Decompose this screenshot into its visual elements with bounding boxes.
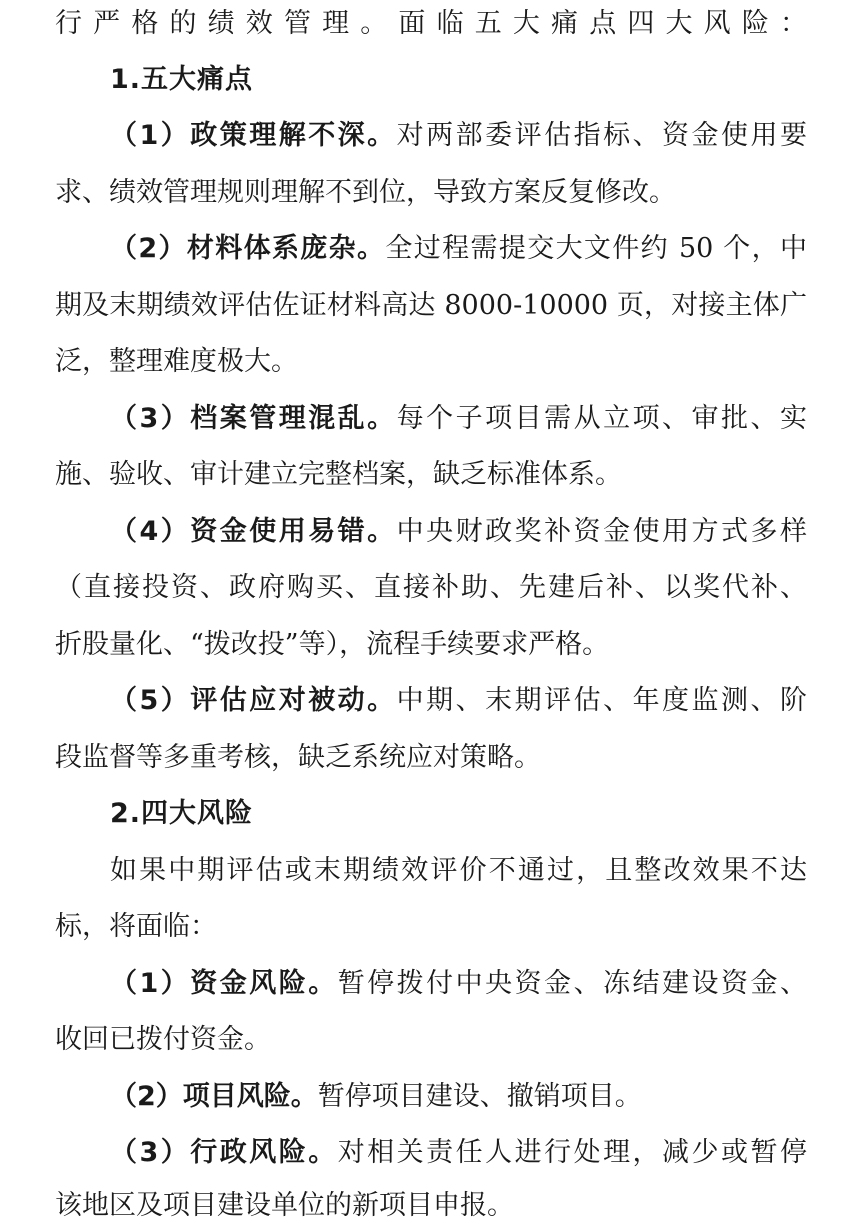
list-item (110, 1132, 807, 1174)
item-text: 对相关责任人进行处理，减少或暂停 (337, 1137, 807, 1168)
paragraph-line: 求、绩效管理规则理解不到位，导致方案反复修改。 (55, 177, 676, 208)
paragraph-line: （直接投资、政府购买、直接补助、先建后补、以奖代补、 (55, 572, 807, 603)
item-text: 每个子项目需从立项、审批、实 (396, 403, 807, 434)
paragraph-line: 如果中期评估或末期绩效评价不通过，且整改效果不达 (110, 855, 807, 886)
section-heading: 1.五大痛点 (110, 64, 254, 95)
item-lead: （1）政策理解不深。 (110, 120, 397, 151)
item-text: 中央财政奖补资金使用方式多样 (396, 516, 807, 547)
item-text: 暂停项目建设、撤销项目。 (317, 1081, 642, 1112)
item-text: 暂停拨付中央资金、冻结建设资金、 (337, 968, 807, 999)
paragraph-line: 标，将面临： (55, 911, 217, 942)
list-item (110, 511, 807, 553)
list-item (110, 963, 807, 1005)
item-lead: （3）行政风险。 (110, 1137, 338, 1168)
paragraph-line: 折股量化、“拨改投”等），流程手续要求严格。 (55, 629, 610, 660)
item-lead: （5）评估应对被动。 (110, 685, 397, 716)
item-lead: （1）资金风险。 (110, 968, 338, 999)
paragraph-line (55, 3, 807, 45)
item-text: 全过程需提交大文件约 50 个，中 (385, 233, 807, 264)
item-text: 对两部委评估指标、资金使用要 (396, 120, 807, 151)
list-item (110, 680, 807, 722)
paragraph-line: 该地区及项目建设单位的新项目申报。 (55, 1190, 514, 1221)
body-text: 行严格的绩效管理。面临五大痛点四大风险： (55, 8, 807, 39)
item-lead: （2）材料体系庞杂。 (110, 233, 386, 264)
section-heading: 2.四大风险 (110, 798, 254, 829)
paragraph-line: 期及末期绩效评估佐证材料高达 8000-10000 页，对接主体广 (55, 290, 807, 321)
paragraph-line: 段监督等多重考核，缺乏系统应对策略。 (55, 742, 541, 773)
paragraph-line: 收回已拨付资金。 (55, 1024, 271, 1055)
paragraph-line: 施、验收、审计建立完整档案，缺乏标准体系。 (55, 459, 622, 490)
item-text: 中期、末期评估、年度监测、阶 (396, 685, 807, 716)
item-lead: （2）项目风险。 (110, 1081, 318, 1112)
paragraph-line: 泛，整理难度极大。 (55, 346, 298, 377)
item-lead: （3）档案管理混乱。 (110, 403, 397, 434)
list-item (110, 228, 807, 270)
list-item (110, 115, 807, 157)
item-lead: （4）资金使用易错。 (110, 516, 397, 547)
list-item (110, 1076, 807, 1118)
list-item (110, 398, 807, 440)
